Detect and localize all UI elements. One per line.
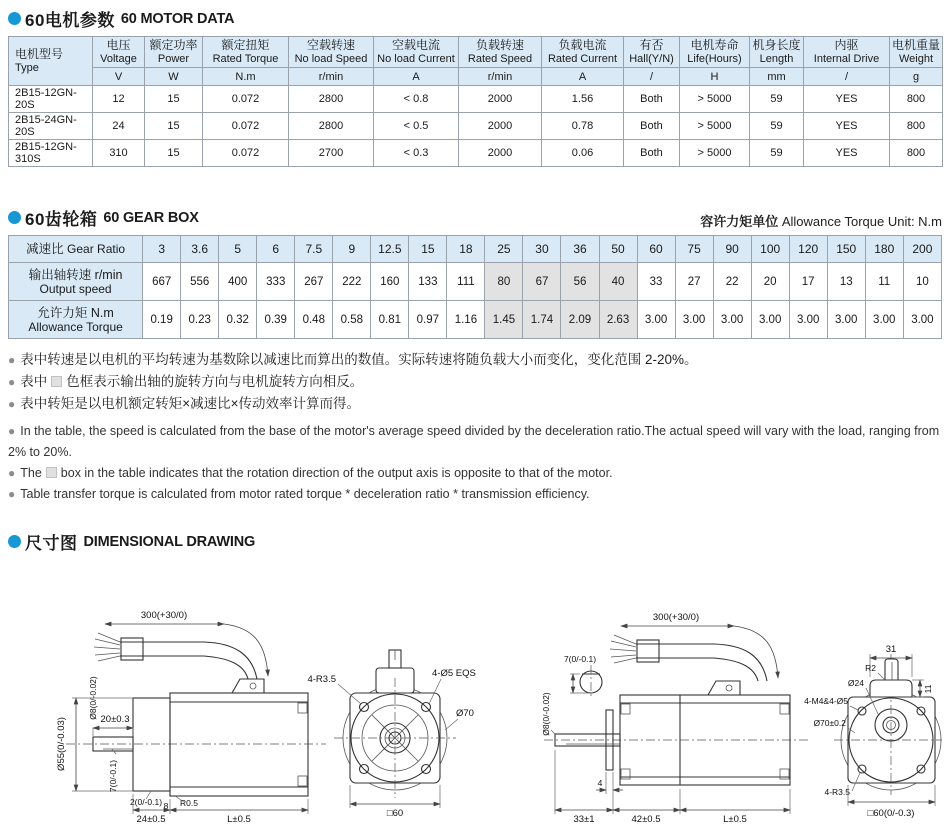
gear-allowance-torque-cell: 0.81	[371, 301, 409, 339]
gear-output-speed-cell: 10	[903, 263, 941, 301]
header-label-cn: 额定功率	[149, 38, 198, 52]
dimensional-drawings	[8, 558, 942, 826]
gear-ratio-cell: 12.5	[371, 236, 409, 263]
gear-label-cn: 减速比	[26, 241, 68, 256]
motor-value-cell: > 5000	[680, 140, 750, 167]
motor-data-table	[8, 36, 943, 167]
header-label-cn: 电机重量	[892, 38, 941, 52]
motor-col-header	[289, 37, 374, 68]
gear-ratio-label	[9, 236, 143, 263]
fig1-geared-motor-side-view	[56, 610, 326, 825]
motor-value-cell: 24	[93, 113, 145, 140]
gear-allowance-torque-cell: 2.09	[561, 301, 599, 339]
motor-value-cell: Both	[624, 113, 680, 140]
gear-ratio-cell: 120	[789, 236, 827, 263]
gear-allowance-torque-cell: 0.32	[219, 301, 257, 339]
gear-allowance-torque-row	[9, 301, 942, 339]
gear-allowance-torque-cell: 3.00	[827, 301, 865, 339]
header-label-en: Hall(Y/N)	[629, 53, 674, 65]
note-cn-2	[8, 371, 942, 393]
motor-col-header	[624, 37, 680, 68]
gear-output-speed-cell: 22	[713, 263, 751, 301]
gear-output-speed-cell: 13	[827, 263, 865, 301]
note-en-1	[8, 421, 942, 463]
motor-unit-cell: H	[680, 68, 750, 86]
gear-ratio-cell: 6	[257, 236, 295, 263]
gear-ratio-cell: 9	[333, 236, 371, 263]
gear-ratio-cell: 30	[523, 236, 561, 263]
fig2-geared-motor-front-view	[307, 650, 475, 819]
gear-ratio-cell: 60	[637, 236, 675, 263]
motor-unit-cell: r/min	[289, 68, 374, 86]
gear-ratio-cell: 3.6	[181, 236, 219, 263]
gear-ratio-cell: 180	[865, 236, 903, 263]
motor-value-cell: 1.56	[542, 86, 624, 113]
dimension-title-cn: 尺寸图	[25, 534, 78, 553]
motor-value-cell: 310	[93, 140, 145, 167]
note-text: 表中	[20, 374, 48, 389]
header-label-en: Length	[759, 53, 794, 65]
dimension-title-en: DIMENSIONAL DRAWING	[83, 533, 256, 550]
gear-allowance-torque-cell: 3.00	[713, 301, 751, 339]
section-gear-header	[8, 205, 942, 230]
header-label-cn: 有否	[639, 38, 664, 52]
gear-allowance-torque-cell: 0.48	[295, 301, 333, 339]
gear-output-speed-cell: 133	[409, 263, 447, 301]
gear-label-en: Allowance Torque	[28, 319, 123, 334]
motor-model-cell: 2B15-12GN-310S	[9, 140, 93, 167]
header-label-en: Power	[157, 53, 190, 65]
fig4-fillet-dim: R2	[865, 663, 876, 673]
motor-value-cell: 2800	[289, 113, 374, 140]
motor-unit-cell: r/min	[459, 68, 542, 86]
section-bullet-icon	[8, 535, 21, 548]
section-bullet-icon	[8, 211, 21, 224]
fig4-motor-front-view	[804, 644, 942, 819]
motor-value-cell: 15	[145, 113, 203, 140]
header-label-cn: 电机型号	[15, 47, 64, 61]
motor-col-header	[750, 37, 804, 68]
gear-output-speed-cell: 20	[751, 263, 789, 301]
gear-output-speed-cell: 40	[599, 263, 637, 301]
motor-unit-cell: g	[890, 68, 943, 86]
note-text: Table transfer torque is calculated from motor rated torque * deceleration ratio * transmission efficiency.	[20, 487, 590, 501]
gear-output-speed-cell: 160	[371, 263, 409, 301]
motor-value-cell: > 5000	[680, 113, 750, 140]
gear-label-en: Output speed	[39, 281, 112, 296]
motor-value-cell: < 0.3	[374, 140, 459, 167]
motor-value-cell: 15	[145, 140, 203, 167]
motor-unit-cell: W	[145, 68, 203, 86]
gear-allowance-torque-cell: 3.00	[903, 301, 941, 339]
motor-title-en: 60 MOTOR DATA	[120, 10, 235, 27]
motor-col-header	[145, 37, 203, 68]
note-en-3	[8, 484, 942, 505]
gear-ratio-cell: 18	[447, 236, 485, 263]
motor-unit-cell: A	[542, 68, 624, 86]
bullet-icon: ●	[8, 397, 16, 411]
gear-ratio-cell: 90	[713, 236, 751, 263]
fig3-shaft-dia-dim: Ø8(0/-0.02)	[541, 692, 551, 736]
motor-value-cell: 59	[750, 113, 804, 140]
unit-note-cn: 容许力矩单位	[700, 214, 779, 229]
motor-value-cell: 0.072	[203, 86, 289, 113]
motor-unit-cell: N.m	[203, 68, 289, 86]
gear-output-speed-cell: 67	[523, 263, 561, 301]
motor-value-cell: 2000	[459, 140, 542, 167]
note-text: The	[20, 466, 42, 480]
motor-col-header	[203, 37, 289, 68]
motor-unit-cell: mm	[750, 68, 804, 86]
header-label-en: No load Speed	[294, 53, 368, 65]
motor-value-cell: 2700	[289, 140, 374, 167]
fig1-boss-dim: 8	[163, 801, 169, 811]
fig4-frame-size-dim: □60(0/-0.3)	[867, 808, 915, 819]
gear-allowance-torque-cell: 3.00	[751, 301, 789, 339]
bullet-icon: ●	[8, 424, 16, 438]
gear-allowance-torque-cell: 0.23	[181, 301, 219, 339]
fig3-key-flat-dim: 7(0/-0.1)	[563, 654, 597, 664]
motor-value-cell: > 5000	[680, 86, 750, 113]
gear-title-cn: 60齿轮箱	[25, 210, 98, 229]
motor-unit-row	[9, 68, 943, 86]
fig3-body-length-dim: L±0.5	[723, 814, 747, 825]
motor-data-row	[9, 140, 943, 167]
header-label-cn: 空载转速	[306, 38, 355, 52]
gear-output-speed-label	[9, 263, 143, 301]
gear-output-speed-cell: 27	[675, 263, 713, 301]
gear-allowance-torque-cell: 1.16	[447, 301, 485, 339]
motor-value-cell: 0.072	[203, 140, 289, 167]
section-dimension-header	[8, 529, 942, 554]
gear-output-speed-row	[9, 263, 942, 301]
motor-value-cell: 15	[145, 86, 203, 113]
header-label-en: Voltage	[100, 53, 137, 65]
gear-allowance-torque-cell: 1.74	[523, 301, 561, 339]
motor-value-cell: 2000	[459, 86, 542, 113]
motor-col-header	[680, 37, 750, 68]
gear-ratio-cell: 150	[827, 236, 865, 263]
fig3-cable-length-dim: 300(+30/0)	[652, 612, 700, 623]
header-label-cn: 负载转速	[475, 38, 524, 52]
motor-header-row	[9, 37, 943, 68]
motor-data-row	[9, 86, 943, 113]
notes-english	[8, 421, 942, 505]
fig4-boss-width-dim: 31	[885, 644, 897, 655]
motor-value-cell: 0.78	[542, 113, 624, 140]
gear-allowance-torque-cell: 0.97	[409, 301, 447, 339]
gear-ratio-cell: 200	[903, 236, 941, 263]
motor-value-cell: YES	[804, 86, 890, 113]
motor-value-cell: 800	[890, 86, 943, 113]
fig4-corner-radius-dim: 4-R3.5	[824, 787, 850, 797]
motor-col-header	[542, 37, 624, 68]
section-motor-header	[8, 6, 942, 31]
gear-output-speed-cell: 80	[485, 263, 523, 301]
motor-value-cell: 59	[750, 86, 804, 113]
gear-output-speed-cell: 400	[219, 263, 257, 301]
motor-value-cell: 800	[890, 140, 943, 167]
motor-value-cell: 59	[750, 140, 804, 167]
gear-allowance-torque-cell: 0.19	[143, 301, 181, 339]
fig3-front-length-dim: 42±0.5	[631, 814, 661, 825]
gear-section-title	[8, 205, 199, 230]
gear-title-en: 60 GEAR BOX	[103, 209, 199, 226]
fig4-pilot-dia-dim: Ø70±0.2	[813, 718, 846, 728]
fig1-cable-length-dim: 300(+30/0)	[140, 610, 188, 621]
motor-col-header	[374, 37, 459, 68]
note-text: 表中转矩是以电机额定转矩×减速比×传动效率计算而得。	[20, 396, 361, 411]
fig3-motor-side-view	[541, 612, 808, 825]
motor-value-cell: 0.06	[542, 140, 624, 167]
note-cn-1	[8, 349, 942, 371]
gear-output-speed-cell: 11	[865, 263, 903, 301]
gear-ratio-cell: 36	[561, 236, 599, 263]
gear-ratio-cell: 5	[219, 236, 257, 263]
fig1-step-dim: 2(0/-0.1)	[129, 797, 163, 807]
motor-model-cell: 2B15-12GN-20S	[9, 86, 93, 113]
gear-allowance-torque-label	[9, 301, 143, 339]
gear-allowance-torque-cell: 3.00	[789, 301, 827, 339]
reversed-color-swatch	[51, 376, 62, 387]
gear-ratio-cell: 25	[485, 236, 523, 263]
gear-ratio-cell: 3	[143, 236, 181, 263]
gear-output-speed-cell: 267	[295, 263, 333, 301]
header-label-en: Rated Speed	[467, 53, 533, 65]
motor-col-header	[890, 37, 943, 68]
fig4-mount-holes-dim: 4-M4&4-Ø5	[804, 696, 848, 706]
motor-col-header	[9, 37, 93, 86]
gear-output-speed-cell: 33	[637, 263, 675, 301]
gear-ratio-cell: 75	[675, 236, 713, 263]
gear-ratio-row	[9, 236, 942, 263]
motor-value-cell: < 0.5	[374, 113, 459, 140]
fig2-pilot-dia-dim: Ø70	[456, 708, 474, 719]
gear-output-speed-cell: 667	[143, 263, 181, 301]
gear-output-speed-cell: 556	[181, 263, 219, 301]
note-text: box in the table indicates that the rotation direction of the output axis is opposite to that of the motor.	[60, 466, 613, 480]
motor-unit-cell: A	[374, 68, 459, 86]
fig3-plate-dim: 4	[597, 778, 603, 788]
gear-output-speed-cell: 333	[257, 263, 295, 301]
note-text: 表中转速是以电机的平均转速为基数除以减速比而算出的数值。实际转速将随负载大小而变化，变化范围 2-20%。	[20, 352, 698, 367]
motor-col-header	[804, 37, 890, 68]
motor-value-cell: 2000	[459, 113, 542, 140]
notes-chinese	[8, 349, 942, 415]
note-en-2	[8, 463, 942, 484]
motor-value-cell: Both	[624, 86, 680, 113]
gear-ratio-cell: 100	[751, 236, 789, 263]
reversed-color-swatch	[46, 467, 57, 478]
header-label-cn: 负载电流	[558, 38, 607, 52]
motor-section-title	[8, 6, 234, 31]
header-label-en: Type	[15, 62, 39, 74]
motor-data-row	[9, 113, 943, 140]
gear-ratio-cell: 7.5	[295, 236, 333, 263]
motor-unit-cell: /	[804, 68, 890, 86]
section-bullet-icon	[8, 12, 21, 25]
motor-value-cell: 0.072	[203, 113, 289, 140]
header-label-en: No load Current	[377, 53, 455, 65]
motor-value-cell: 12	[93, 86, 145, 113]
gear-label-en: Gear Ratio	[67, 241, 126, 256]
allowance-torque-unit-note	[700, 211, 942, 230]
gear-allowance-torque-cell: 0.39	[257, 301, 295, 339]
header-label-cn: 电机寿命	[690, 38, 739, 52]
header-label-cn: 内驱	[834, 38, 859, 52]
motor-value-cell: < 0.8	[374, 86, 459, 113]
header-label-en: Rated Current	[547, 53, 618, 65]
fig1-gearhead-length-dim: 24±0.5	[136, 814, 166, 825]
unit-note-en: Allowance Torque Unit: N.m	[781, 214, 942, 229]
fig1-shaft-dia-dim: Ø8(0/-0.02)	[88, 676, 98, 720]
gear-ratio-cell: 50	[599, 236, 637, 263]
motor-col-header	[93, 37, 145, 68]
gear-output-speed-cell: 222	[333, 263, 371, 301]
header-label-cn: 空载电流	[391, 38, 440, 52]
header-label-en: Rated Torque	[212, 53, 279, 65]
gear-label-cn: 允许力矩 N.m	[37, 305, 114, 320]
bullet-icon: ●	[8, 353, 16, 367]
gear-allowance-torque-cell: 3.00	[637, 301, 675, 339]
fig4-boss-dia-dim: Ø24	[847, 678, 864, 688]
motor-value-cell: Both	[624, 140, 680, 167]
header-label-en: Life(Hours)	[687, 53, 742, 65]
gear-output-speed-cell: 17	[789, 263, 827, 301]
motor-value-cell: 800	[890, 113, 943, 140]
bullet-icon: ●	[8, 466, 16, 480]
motor-model-cell: 2B15-24GN-20S	[9, 113, 93, 140]
gear-allowance-torque-cell: 3.00	[865, 301, 903, 339]
fig1-key-flat-dim: 7(0/-0.1)	[108, 759, 118, 793]
header-label-cn: 电压	[106, 38, 131, 52]
fig2-corner-radius-dim: 4-R3.5	[307, 674, 336, 685]
header-label-en: Internal Drive	[813, 53, 880, 65]
fig1-fillet-dim: R0.5	[180, 798, 198, 808]
motor-value-cell: YES	[804, 140, 890, 167]
motor-value-cell: YES	[804, 113, 890, 140]
motor-col-header	[459, 37, 542, 68]
gear-allowance-torque-cell: 3.00	[675, 301, 713, 339]
fig4-boss-height-dim: 11	[923, 684, 933, 694]
header-label-cn: 额定扭矩	[221, 38, 270, 52]
fig2-frame-size-dim: □60	[386, 808, 404, 819]
gear-allowance-torque-cell: 0.58	[333, 301, 371, 339]
note-text: In the table, the speed is calculated from the base of the motor's average speed divided by the deceleration ratio.The actual speed will vary with the load, ranging from 2% to 20%.	[8, 424, 940, 459]
gear-output-speed-cell: 56	[561, 263, 599, 301]
bullet-icon: ●	[8, 487, 16, 501]
gear-ratio-cell: 15	[409, 236, 447, 263]
fig2-mount-holes-dim: 4-Ø5 EQS	[432, 668, 476, 679]
gear-label-cn: 输出轴转速 r/min	[28, 267, 123, 282]
fig1-body-length-dim: L±0.5	[227, 814, 251, 825]
motor-unit-cell: /	[624, 68, 680, 86]
fig1-shaft-length-dim: 20±0.3	[100, 714, 130, 725]
motor-value-cell: 2800	[289, 86, 374, 113]
note-text: 色框表示输出轴的旋转方向与电机旋转方向相反。	[66, 374, 364, 389]
note-cn-3	[8, 393, 942, 415]
bullet-icon: ●	[8, 375, 16, 389]
fig3-shaft-length-dim: 33±1	[573, 814, 595, 825]
gear-output-speed-cell: 111	[447, 263, 485, 301]
gear-box-table	[8, 235, 942, 339]
fig1-gearhead-dia-dim: Ø55(0/-0.03)	[56, 717, 67, 771]
motor-title-cn: 60电机参数	[25, 11, 115, 30]
motor-unit-cell: V	[93, 68, 145, 86]
gear-allowance-torque-cell: 1.45	[485, 301, 523, 339]
gear-allowance-torque-cell: 2.63	[599, 301, 637, 339]
dimension-section-title	[8, 529, 255, 554]
header-label-en: Weight	[898, 53, 934, 65]
header-label-cn: 机身长度	[752, 38, 801, 52]
